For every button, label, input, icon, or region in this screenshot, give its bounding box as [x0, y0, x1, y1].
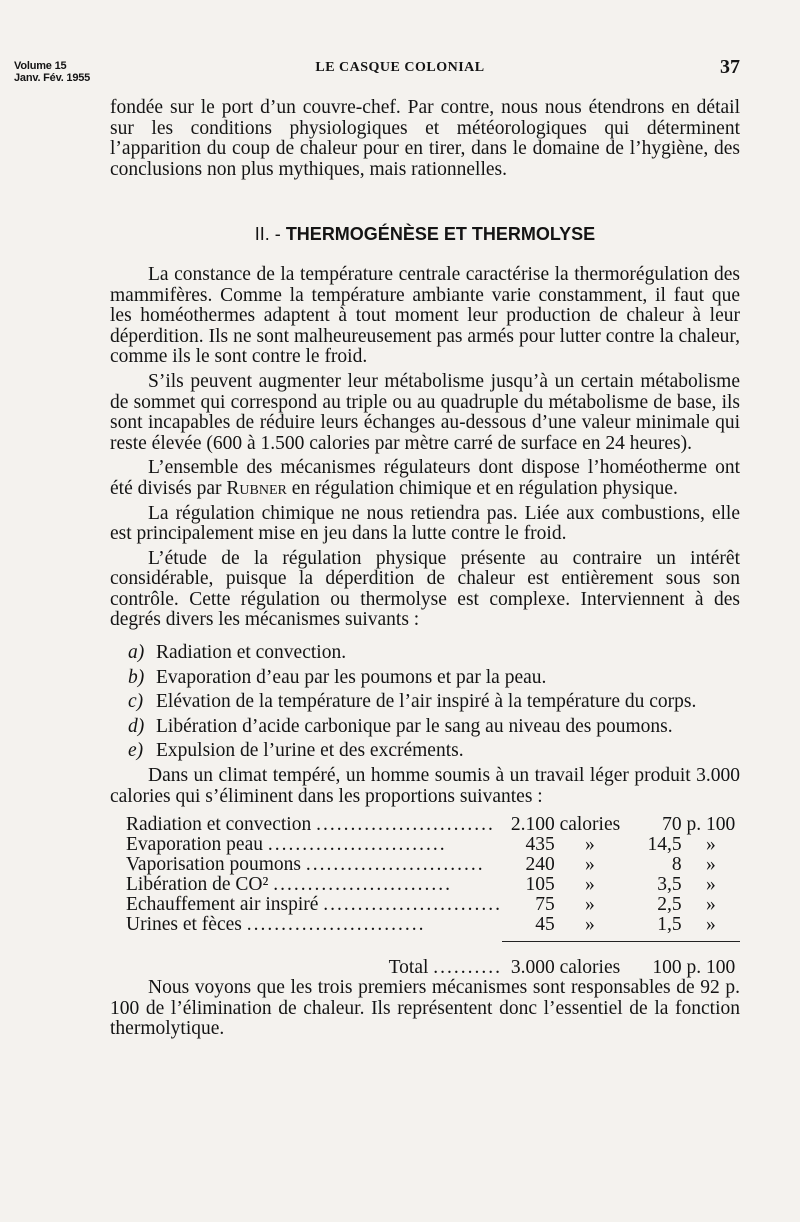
list-item-label: a): [128, 642, 145, 664]
table-row: [126, 915, 740, 935]
table-cell-label: Echauffement air inspiré ..........................: [126, 895, 503, 916]
table-cell-percent-unit: »: [705, 834, 716, 856]
table-cell-value: 2.100: [510, 814, 555, 836]
table-row: [126, 815, 740, 835]
table-cell-unit: »: [585, 854, 595, 876]
issue-date: Janv. Fév. 1955: [14, 72, 91, 84]
table-cell-value: 240: [525, 854, 555, 876]
list-item-label: b): [128, 666, 145, 688]
table-cell-percent: 70: [662, 814, 682, 836]
table-cell-unit: »: [585, 874, 595, 896]
section-title: THERMOGÉNÈSE ET THERMOLYSE: [285, 224, 596, 245]
conclusion-paragraph: Nous voyons que les trois premiers mécanismes sont responsables de 92 p. 100 de l’élimination de chaleur. Ils représentent donc l’essentiel de la fonction thermolytique.: [110, 977, 740, 1040]
table-cell-percent-unit: p. 100: [686, 814, 736, 836]
list-item: [110, 717, 740, 738]
list-item: [110, 692, 740, 713]
table-cell-percent: 1,5: [657, 914, 682, 936]
table-cell-percent-unit: »: [705, 894, 716, 916]
table-cell-percent: 14,5: [647, 834, 682, 856]
table-cell-value: 75: [535, 894, 555, 916]
paragraph-6: Dans un climat tempéré, un homme soumis à un travail léger produit 3.000 calories qui s’éliminent dans les proportions suivantes :: [110, 765, 740, 807]
table-cell-percent: 3,5: [657, 874, 682, 896]
list-item-text: Evaporation d’eau par les poumons et par la peau.: [156, 666, 547, 688]
paragraph-4: La régulation chimique ne nous retiendra pas. Liée aux combustions, elle est principalement mise en jeu dans la lutte contre le froid.: [110, 502, 740, 545]
table-total-value: 3.000: [510, 957, 555, 979]
table-cell-unit: »: [585, 834, 595, 856]
page-body: [110, 98, 740, 1040]
table-total-label: Total ..........: [388, 956, 503, 978]
table-row: [126, 835, 740, 855]
table-row: [126, 875, 740, 895]
volume-number: Volume 15: [14, 60, 67, 72]
table-cell-percent-unit: »: [705, 874, 716, 896]
section-number: II. -: [254, 224, 281, 245]
paragraph-2: S’ils peuvent augmenter leur métabolisme jusqu’à un certain métabolisme de sommet qui correspond au triple ou au quadruple du métabolisme de base, ils sont incapables de réduire leurs échanges au-dessous d’une valeur minimale qui reste élevée (600 à 1.500 calories par mètre carré de surface en 24 heures).: [110, 370, 740, 454]
page-number: 37: [720, 56, 740, 78]
list-item-label: c): [128, 691, 144, 713]
list-item-text: Libération d’acide carbonique par le sang au niveau des poumons.: [156, 715, 673, 737]
mechanism-list: [110, 643, 740, 762]
table-cell-unit: »: [585, 894, 595, 916]
list-item: [110, 741, 740, 762]
table-cell-percent-unit: »: [705, 854, 716, 876]
section-heading: [110, 224, 740, 245]
author-name: Rubner: [226, 477, 287, 499]
table-total-row: [126, 942, 740, 979]
list-item: [110, 643, 740, 664]
table-row: [126, 855, 740, 875]
table-cell-unit: »: [585, 914, 595, 936]
list-item-text: Expulsion de l’urine et des excréments.: [156, 740, 464, 762]
table-cell-label: Vaporisation poumons ..........................: [126, 855, 485, 876]
list-item-text: Elévation de la température de l’air inspiré à la température du corps.: [156, 691, 697, 713]
list-item-label: e): [128, 740, 144, 762]
paragraph-3: [110, 458, 740, 499]
table-total-percent-unit: p. 100: [686, 957, 736, 979]
table-cell-percent-unit: »: [705, 914, 716, 936]
list-item: [110, 668, 740, 689]
list-item-text: Radiation et convection.: [156, 642, 347, 664]
intro-paragraph: fondée sur le port d’un couvre-chef. Par contre, nous nous étendrons en détail sur les conditions physiologiques et météorologiques qui déterminent l’apparition du coup de chaleur pour en tirer, dans le domaine de l’hygiène, des conclusions non plus mythiques, mais rationnelles.: [110, 97, 740, 180]
paragraph-1: La constance de la température centrale caractérise la thermorégulation des mammifères. Comme la température ambiante varie constamment, il faut que les homéothermes adaptent à tout moment leur production de chaleur à leur déperdition. Ils ne sont malheureusement pas armés pour lutter contre la chaleur, comme ils le sont contre le froid.: [110, 263, 740, 368]
table-cell-label: Evaporation peau ..........................: [126, 835, 447, 856]
table-row: [126, 895, 740, 915]
table-total-unit: calories: [559, 957, 621, 979]
table-cell-label: Radiation et convection ..........................: [126, 815, 495, 836]
list-item-label: d): [128, 715, 145, 737]
table-total-percent: 100: [652, 957, 682, 979]
paragraph-3-end: en régulation chimique et en régulation physique.: [291, 477, 678, 499]
heat-distribution-table: [126, 815, 740, 978]
table-cell-unit: calories: [559, 814, 621, 836]
table-cell-label: Urines et fèces ..........................: [126, 915, 426, 936]
running-title: LE CASQUE COLONIAL: [315, 60, 485, 75]
table-cell-percent: 8: [671, 854, 682, 876]
paragraph-5: L’étude de la régulation physique présente au contraire un intérêt considérable, puisque la déperdition de chaleur est entièrement sous son contrôle. Cette régulation ou thermolyse est complexe. Interviennent à des degrés divers les mécanismes suivants :: [110, 547, 740, 631]
table-cell-value: 105: [525, 874, 555, 896]
table-cell-label: Libération de CO² ..........................: [126, 875, 452, 896]
table-cell-value: 45: [535, 914, 555, 936]
table-cell-percent: 2,5: [657, 894, 682, 916]
table-cell-value: 435: [525, 834, 555, 856]
paragraph-3-start: L’ensemble des mécanismes régulateurs dont dispose l’homéotherme ont été divisés par: [110, 457, 740, 499]
